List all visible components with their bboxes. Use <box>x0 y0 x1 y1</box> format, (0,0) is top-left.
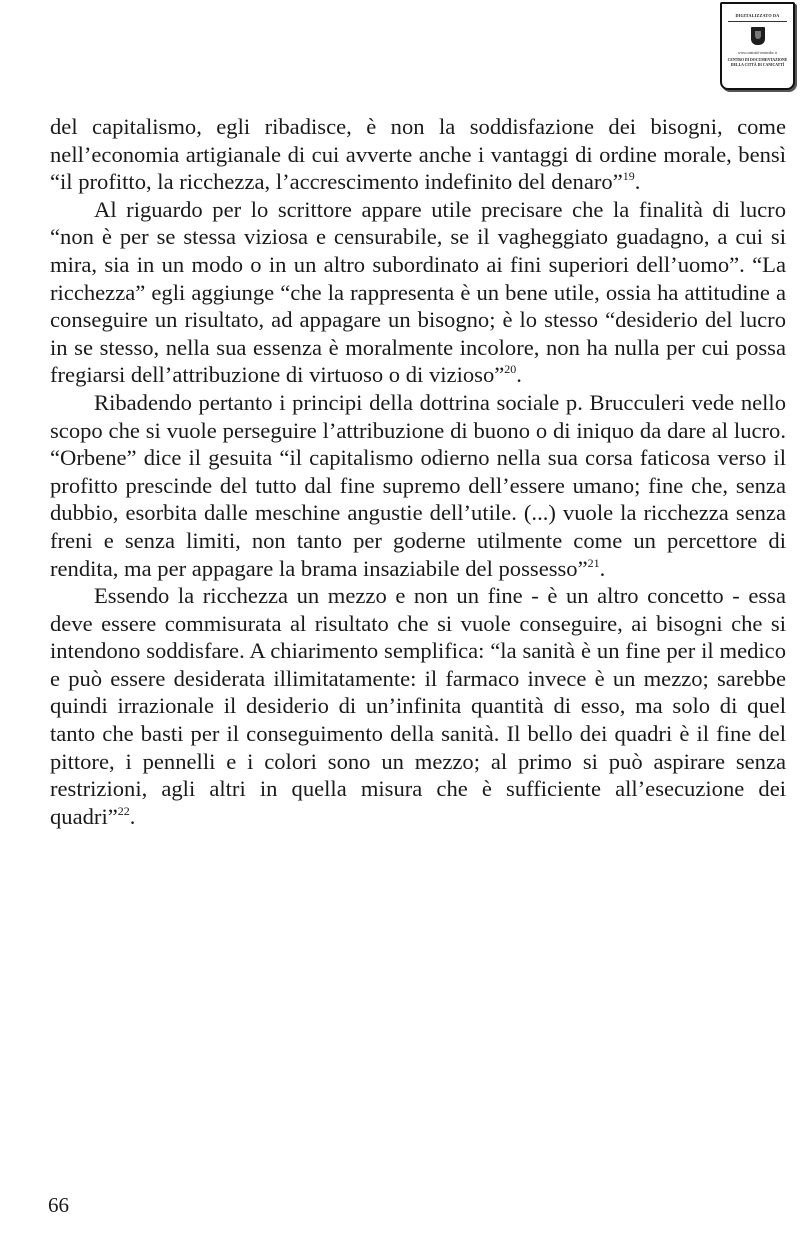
coat-of-arms-icon <box>751 27 765 45</box>
footnote-ref-21: 21 <box>587 555 600 570</box>
body-text <box>50 113 786 830</box>
stamp-url: www.canicatti-centrodoc.it <box>738 51 777 55</box>
paragraph-3 <box>50 389 786 582</box>
paragraph-tail: . <box>599 555 606 581</box>
stamp-org-line-1: CENTRO DI DOCUMENTAZIONE <box>727 58 788 62</box>
paragraph-2 <box>50 196 786 389</box>
paragraph-4 <box>50 582 786 830</box>
paragraph-text: Ribadendo pertanto i principi della dottrina sociale p. Brucculeri vede nello scopo che si vuole perseguire l’attribuzione di buono o di iniquo da dare al lucro. “Orbene” dice il gesuita “il capitalismo odierno nella sua corsa faticosa verso il profitto prescinde del tutto dal fine supremo dell’essere umano; fine che, senza dubbio, esorbita dalle meschine angustie dell’utile. (...) vuole la ricchezza senza freni e senza limiti, non tanto per goderne utilmente come un percettore di rendita, ma per appagare la brama insaziabile del possesso” <box>50 389 786 581</box>
digitization-stamp <box>720 2 795 90</box>
paragraph-tail: . <box>129 803 136 829</box>
stamp-divider <box>728 21 787 22</box>
paragraph-tail: . <box>516 362 522 388</box>
stamp-org-line-2: DELLA CITTÀ DI CANICATTÌ <box>730 63 785 67</box>
paragraph-tail: . <box>634 169 641 195</box>
footnote-ref-19: 19 <box>622 169 635 184</box>
stamp-organization <box>722 58 793 68</box>
page-number: 66 <box>48 1193 69 1217</box>
footnote-ref-22: 22 <box>117 803 130 818</box>
paragraph-text: del capitalismo, egli ribadisce, è non la soddisfazione dei bisogni, come nell’economia artigianale di cui avverte anche i vantaggi di ordine morale, bensì “il profitto, la ricchezza, l’accrescimento indefinito del denaro” <box>50 114 786 195</box>
footnote-ref-20: 20 <box>504 362 517 377</box>
stamp-title: DIGITALIZZATO DA <box>735 13 780 18</box>
paragraph-text: Essendo la ricchezza un mezzo e non un fine - è un altro concetto - essa deve essere commisurata al risultato che si vuole conseguire, ai bisogni che si intendono soddisfare. A chiarimento semplifica: “la sanità è un fine per il medico e può essere desiderata illimitatamente: il farmaco invece è un mezzo; sarebbe quindi irrazionale il desiderio di un’infinita quantità di esso, ma solo di quel tanto che basti per il conseguimento della sanità. Il bello dei quadri è il fine del pittore, i pennelli e i colori sono un mezzo; al primo si può aspirare senza restrizioni, agli altri in quella misura che è sufficiente all’esecuzione dei quadri” <box>50 583 786 829</box>
paragraph-text: Al riguardo per lo scrittore appare utile precisare che la finalità di lucro “non è per se stessa viziosa e censurabile, se il vagheggiato guadagno, a cui si mira, sia in un modo o in un altro subordinato ai fini superiori dell’uomo”. “La ricchezza” egli aggiunge “che la rappresenta è un bene utile, ossia ha attitudine a conseguire un risultato, ad appagare un bisogno; è lo stesso “desiderio del lucro in se stesso, nella sua essenza è moralmente incolore, non ha nulla per cui possa fregiarsi dell’attribuzione di virtuoso o di vizioso” <box>50 196 786 388</box>
paragraph-1 <box>50 113 786 196</box>
